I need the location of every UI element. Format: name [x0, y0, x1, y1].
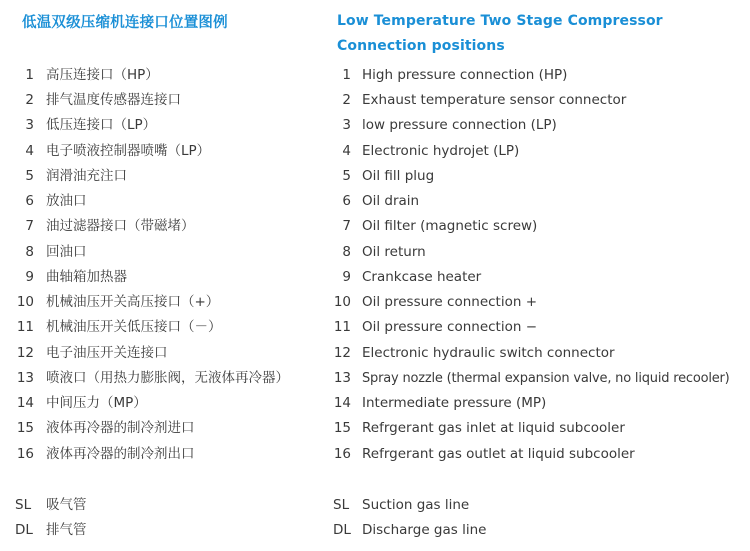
line-label: Suction gas line — [362, 497, 470, 513]
item-label: 机械油压开关低压接口（－） — [46, 319, 222, 335]
item-label: Oil filter (magnetic screw) — [362, 218, 538, 234]
item-label: 油过滤器接口（带磁堵） — [46, 218, 195, 234]
item-number: 14 — [16, 395, 34, 411]
item-number: 6 — [25, 193, 34, 209]
item-number: 16 — [333, 446, 351, 462]
item-number: 8 — [342, 244, 351, 260]
english-title: Low Temperature Two Stage Compressor Connection positions — [337, 13, 663, 54]
item-label: 中间压力（MP） — [46, 395, 147, 411]
item-number: 4 — [342, 143, 351, 159]
chinese-title: 低温双级压缩机连接口位置图例 — [22, 15, 228, 31]
item-label: Refrgerant gas inlet at liquid subcooler — [362, 420, 625, 436]
item-label: 电子油压开关连接口 — [46, 345, 168, 361]
item-number: 15 — [16, 420, 34, 436]
item-label: Oil drain — [362, 193, 420, 209]
item-label: Oil return — [362, 244, 426, 260]
item-number: 5 — [25, 168, 34, 184]
item-label: low pressure connection (LP) — [362, 117, 557, 133]
item-number: 1 — [342, 67, 351, 83]
item-number: 14 — [333, 395, 351, 411]
item-number: 6 — [342, 193, 351, 209]
item-label: 排气温度传感器连接口 — [46, 92, 181, 108]
item-number: 5 — [342, 168, 351, 184]
item-label: 曲轴箱加热器 — [46, 269, 127, 285]
item-number: 10 — [333, 294, 351, 310]
item-number: 10 — [16, 294, 34, 310]
item-label: Spray nozzle (thermal expansion valve, no liquid recooler) — [362, 371, 730, 386]
item-label: 液体再冷器的制冷剂进口 — [46, 420, 195, 436]
item-label: Intermediate pressure (MP) — [362, 395, 547, 411]
item-label: High pressure connection (HP) — [362, 67, 568, 83]
item-label: 喷液口（用热力膨胀阀，无液体再冷器） — [46, 370, 289, 386]
item-label: Oil pressure connection + — [362, 294, 538, 310]
line-code: SL — [15, 497, 32, 513]
item-number: 13 — [16, 370, 34, 386]
item-number: 11 — [333, 319, 351, 335]
item-label: Exhaust temperature sensor connector — [362, 92, 627, 108]
item-number: 2 — [25, 92, 34, 108]
item-label: Oil pressure connection − — [362, 319, 538, 335]
item-label: Electronic hydrojet (LP) — [362, 143, 520, 159]
item-label: 高压连接口（HP） — [46, 67, 159, 83]
line-label: 排气管 — [46, 522, 87, 538]
item-number: 8 — [25, 244, 34, 260]
line-label: 吸气管 — [46, 497, 87, 513]
item-number: 16 — [16, 446, 34, 462]
item-number: 9 — [342, 269, 351, 285]
line-code: DL — [15, 522, 33, 538]
item-label: 润滑油充注口 — [46, 168, 127, 184]
item-label: 电子喷液控制器喷嘴（LP） — [46, 143, 211, 159]
item-label: Refrgerant gas outlet at liquid subcooler — [362, 446, 635, 462]
line-label: Discharge gas line — [362, 522, 487, 538]
item-number: 4 — [25, 143, 34, 159]
item-number: 7 — [342, 218, 351, 234]
item-label: Electronic hydraulic switch connector — [362, 345, 615, 361]
item-label: 液体再冷器的制冷剂出口 — [46, 446, 195, 462]
item-label: 回油口 — [46, 244, 87, 260]
item-number: 13 — [333, 370, 351, 386]
item-number: 1 — [25, 67, 34, 83]
item-label: 放油口 — [46, 193, 87, 209]
item-number: 3 — [25, 117, 34, 133]
item-number: 7 — [25, 218, 34, 234]
item-number: 9 — [25, 269, 34, 285]
item-number: 3 — [342, 117, 351, 133]
item-label: Crankcase heater — [362, 269, 482, 285]
item-label: 机械油压开关高压接口（+） — [46, 294, 220, 310]
item-number: 12 — [16, 345, 34, 361]
item-number: 12 — [333, 345, 351, 361]
item-number: 15 — [333, 420, 351, 436]
item-number: 11 — [16, 319, 34, 335]
item-number: 2 — [342, 92, 351, 108]
line-code: DL — [333, 522, 351, 538]
item-label: 低压连接口（LP） — [46, 117, 157, 133]
line-code: SL — [333, 497, 350, 513]
item-label: Oil fill plug — [362, 168, 435, 184]
